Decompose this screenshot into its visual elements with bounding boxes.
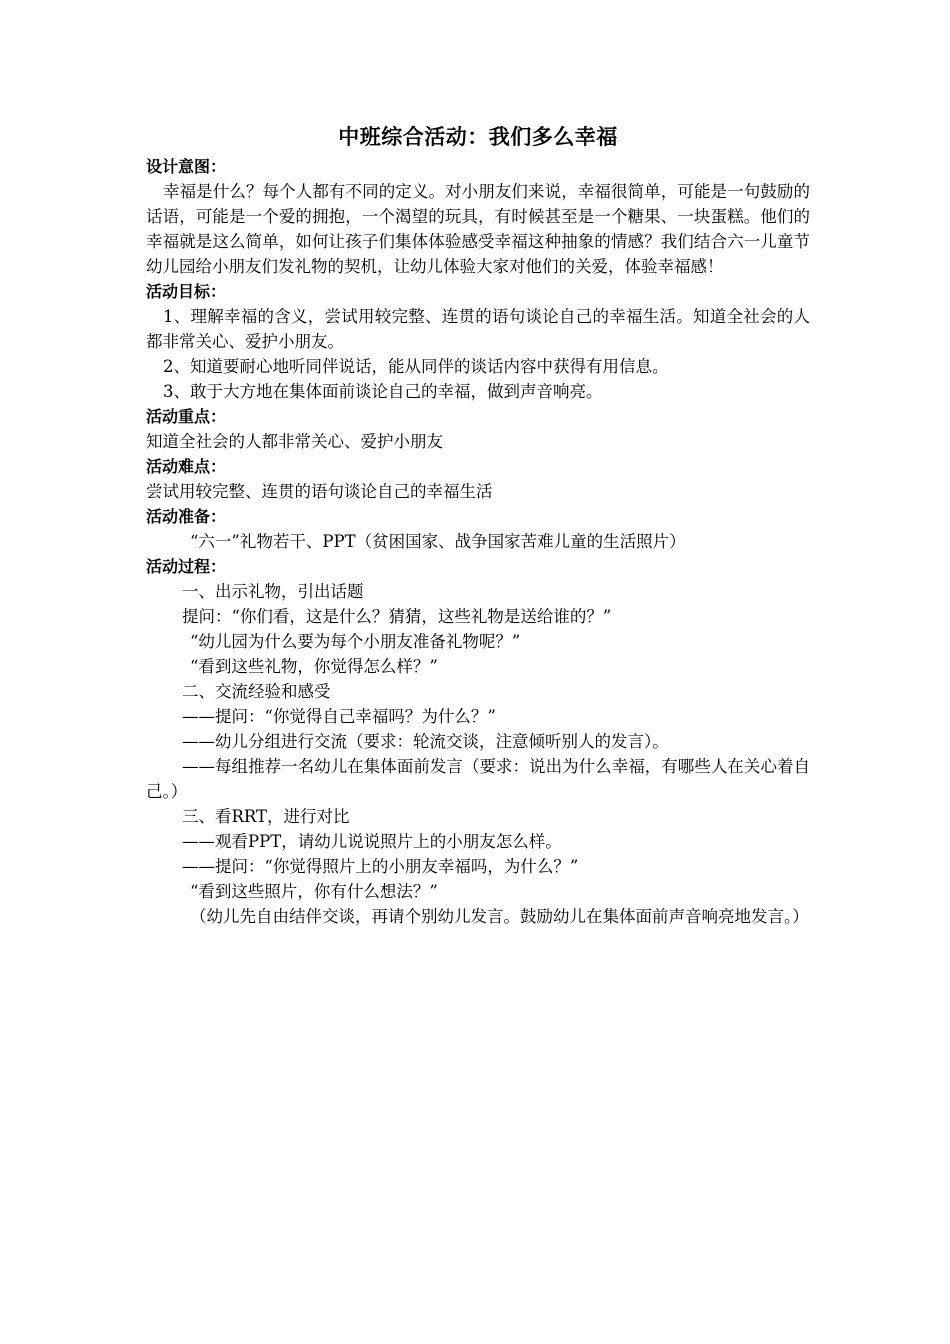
design-intent-heading: 设计意图：: [146, 157, 227, 176]
section-process: [146, 554, 810, 929]
goal-item: 3、敢于大方地在集体面前谈论自己的幸福，做到声音响亮。: [163, 382, 603, 401]
goal-item: 1、理解幸福的含义，尝试用较完整、连贯的语句谈论自己的幸福生活。知道全社会的人都非常关心、爱护小朋友。: [146, 307, 810, 351]
section-preparation: [146, 504, 810, 554]
design-intent-text: 幸福是什么？每个人都有不同的定义。对小朋友们来说，幸福很简单，可能是一句鼓励的话语，可能是一个爱的拥抱，一个渴望的玩具，有时候甚至是一个糖果、一块蛋糕。他们的幸福就是这么简单，如何让孩子们集体体验感受幸福这种抽象的情感？我们结合六一儿童节幼儿园给小朋友们发礼物的契机，让幼儿体验大家对他们的关爱，体验幸福感！: [146, 182, 810, 276]
key-point-heading: 活动重点：: [146, 407, 227, 426]
goal-item: 2、知道要耐心地听同伴说话，能从同伴的谈话内容中获得有用信息。: [163, 357, 669, 376]
process-line: ——提问：“你觉得自己幸福吗？为什么？”: [182, 707, 496, 726]
preparation-heading: 活动准备：: [146, 507, 227, 526]
process-line: 三、看RRT，进行对比: [182, 807, 350, 826]
process-line: ——幼儿分组进行交流（要求：轮流交谈，注意倾听别人的发言）。: [182, 732, 669, 751]
goals-heading: 活动目标：: [146, 282, 227, 301]
process-line: “幼儿园为什么要为每个小朋友准备礼物呢？”: [190, 632, 521, 651]
process-line: “看到这些照片，你有什么想法？”: [190, 882, 438, 901]
process-line: 提问：“你们看，这是什么？猜猜，这些礼物是送给谁的？”: [182, 607, 612, 626]
difficulty-text: 尝试用较完整、连贯的语句谈论自己的幸福生活: [146, 482, 493, 501]
process-line: 二、交流经验和感受: [182, 682, 331, 701]
process-line: ——提问：“你觉得照片上的小朋友幸福吗，为什么？”: [182, 857, 579, 876]
document-page: [146, 120, 810, 929]
section-goals: [146, 279, 810, 404]
section-design-intent: [146, 154, 810, 279]
difficulty-heading: 活动难点：: [146, 457, 227, 476]
key-point-text: 知道全社会的人都非常关心、爱护小朋友: [146, 432, 443, 451]
document-title: 中班综合活动：我们多么幸福: [338, 125, 618, 149]
process-line: “看到这些礼物，你觉得怎么样？”: [190, 657, 438, 676]
process-line: （幼儿先自由结伴交谈，再请个别幼儿发言。鼓励幼儿在集体面前声音响亮地发言。）: [190, 907, 809, 926]
section-difficulty: [146, 454, 810, 504]
process-line: ——观看PPT，请幼儿说说照片上的小朋友怎么样。: [182, 832, 562, 851]
process-line: 一、出示礼物，引出话题: [182, 582, 364, 601]
section-key-point: [146, 404, 810, 454]
process-line: ——每组推荐一名幼儿在集体面前发言（要求：说出为什么幸福，有哪些人在关心着自己。）: [146, 757, 810, 801]
process-heading: 活动过程：: [146, 557, 227, 576]
preparation-text: “六一”礼物若干、PPT（贫困国家、战争国家苦难儿童的生活照片）: [190, 532, 686, 551]
